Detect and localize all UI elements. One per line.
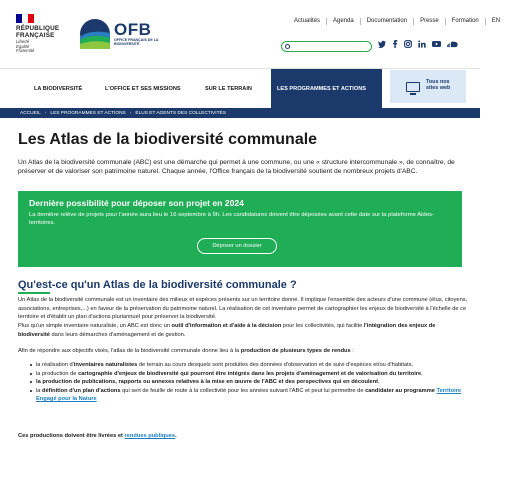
breadcrumb-elus[interactable]: ÉLUS ET AGENTS DES COLLECTIVITÉS [135, 110, 226, 116]
monitor-icon [406, 82, 420, 92]
list-item [30, 361, 466, 370]
toplink-documentation[interactable]: Documentation [361, 18, 414, 25]
page-title: Les Atlas de la biodiversité communale [18, 131, 318, 148]
toplink-en[interactable]: EN [491, 18, 501, 24]
youtube-icon[interactable] [432, 40, 441, 48]
callout-text: La dernière relève de projets pour l'année aura lieu le 16 septembre à 9h. Les candidatures doivent être déposées avant cette date sur la plateforme Aides-territoires. [29, 212, 434, 226]
marianne-flag-icon [16, 14, 34, 23]
facebook-icon[interactable] [392, 40, 398, 48]
soundcloud-icon[interactable] [447, 40, 458, 48]
link-territoire-engage[interactable]: Territoire Engagé pour la Nature [36, 387, 462, 403]
deliverables-list [30, 361, 466, 404]
li-text: , [421, 370, 423, 377]
li-bold: candidater au programme [365, 387, 437, 394]
breadcrumb [0, 108, 480, 118]
page-intro: Un Atlas de la biodiversité communale (ABC) est une démarche qui permet à une commune, ou une « structure intercommunale », de connaître, de préserver et de valoriser son patrimoine naturel. Chaque année, l'Office français de la biodiversité soutient de nombreux projets d'ABC. [18, 159, 455, 175]
toplink-actualites[interactable]: Actualités [288, 18, 327, 25]
li-bold: définition d'un plan d'actions [42, 387, 121, 394]
social-links [378, 40, 458, 48]
all-websites-button[interactable] [390, 70, 466, 103]
nav-la-biodiversite[interactable]: LA BIODIVERSITÉ [34, 86, 83, 92]
li-text: la [36, 387, 43, 394]
toplink-formation[interactable]: Formation [446, 18, 486, 25]
monitor-stand [410, 93, 416, 95]
breadcrumb-separator: › [129, 110, 132, 116]
nav-office-missions[interactable]: L'OFFICE ET SES MISSIONS [105, 86, 181, 92]
search-icon[interactable] [285, 44, 290, 49]
devise-egalite: Égalité [16, 43, 30, 49]
section-title: Qu'est-ce qu'un Atlas de la biodiversité communale ? [18, 279, 297, 291]
site-header [0, 0, 501, 68]
section-underline [18, 292, 50, 294]
p2-text-3: dans leurs démarches d'aménagement et de gestion. [49, 331, 186, 338]
p2-text-2: pour les collectivités, qui facilite [281, 323, 364, 329]
list-item [30, 378, 466, 387]
list-item [30, 387, 466, 404]
ofb-brand[interactable]: OFB [114, 20, 152, 39]
link-rendues-publiques[interactable]: rendues publiques [124, 433, 176, 439]
twitter-icon[interactable] [378, 40, 386, 48]
deadline-callout [18, 191, 462, 267]
rf-line-2: FRANÇAISE [16, 32, 55, 39]
p4-end: . [175, 433, 177, 439]
all-websites-label: Tous nos sites web [426, 79, 451, 91]
li-text: , [378, 379, 380, 386]
breadcrumb-accueil[interactable]: ACCUEIL [20, 110, 41, 116]
section-paragraph-2 [18, 322, 468, 339]
breadcrumb-programmes[interactable]: LES PROGRAMMES ET ACTIONS [50, 110, 126, 116]
devise [16, 40, 34, 54]
search-input[interactable] [281, 41, 372, 52]
linkedin-icon[interactable] [418, 40, 426, 48]
breadcrumb-separator: › [44, 110, 47, 116]
top-links [288, 18, 506, 25]
p3-bold: production de plusieurs types de rendus [240, 348, 351, 354]
list-item [30, 370, 466, 379]
ofb-brand-subtitle: OFFICE FRANÇAIS DE LA BIODIVERSITÉ [114, 38, 159, 46]
section-paragraph-1: Un Atlas de la biodiversité communale est un inventaire des milieux et espèces présents sur un territoire donné. Il implique l'ensemble des acteurs d'une commune (élus, citoyens, associations, entreprises,...) en faveur de la préservation du patrimoine naturel. La réalisation de cet inventaire permet de cartographier les enjeux de biodiversité à l'échelle de ce territoire et d'établir un plan d'actions pluriannuel pour préserver la biodiversité. [18, 297, 468, 321]
nav-sur-le-terrain[interactable]: SUR LE TERRAIN [205, 86, 252, 92]
callout-title: Dernière possibilité pour déposer son projet en 2024 [29, 198, 244, 208]
p2-bold-2: l'intégration des enjeux de biodiversité [18, 323, 436, 338]
li-bold: inventaires naturalistes [73, 362, 138, 368]
rf-line-1: RÉPUBLIQUE [16, 25, 60, 32]
p3-text-2: : [350, 348, 354, 354]
p4-bold: Ces productions doivent être livrées et [18, 433, 125, 439]
li-text: la production de [36, 370, 79, 377]
toplink-agenda[interactable]: Agenda [327, 18, 361, 25]
ofb-logo-icon[interactable] [80, 19, 110, 49]
toplink-presse[interactable]: Presse [414, 18, 446, 25]
p2-bold-1: outil d'information et d'aide à la décision [171, 323, 282, 329]
nav-programmes-actions[interactable]: LES PROGRAMMES ET ACTIONS [271, 69, 382, 109]
submit-file-button[interactable]: Déposer un dossier [197, 238, 277, 254]
p2-text: Plus qu'un simple inventaire naturaliste, un ABC est donc un [18, 323, 172, 329]
republique-francaise-logo[interactable] [16, 25, 59, 39]
li-text: de terrain au cours desquels sont produites des données d'observation et de suivi d'espèces et/ou d'habitats, [137, 362, 414, 368]
instagram-icon[interactable] [404, 40, 412, 48]
li-bold: cartographie d'enjeux de biodiversité qui pourront être intégrés dans les projets d'aménagement et de valorisation du territoire [78, 370, 422, 377]
li-bold: la production de publications, rapports ou annexes relatives à la mise en œuvre de l'ABC et des perspectives qui en découlent [36, 379, 379, 386]
devise-liberte: Liberté [16, 39, 30, 44]
section-paragraph-3 [18, 347, 468, 356]
devise-fraternite: Fraternité [16, 48, 35, 54]
p3-text: Afin de répondre aux objectifs visés, l'atlas de la biodiversité communale donne lieu à la [18, 348, 241, 354]
section-paragraph-4 [18, 432, 468, 441]
li-text: qui sert de feuille de route à la collectivité pour les années suivant l'ABC et peut lui permettre de [120, 387, 366, 394]
li-text: la réalisation d' [36, 362, 74, 368]
